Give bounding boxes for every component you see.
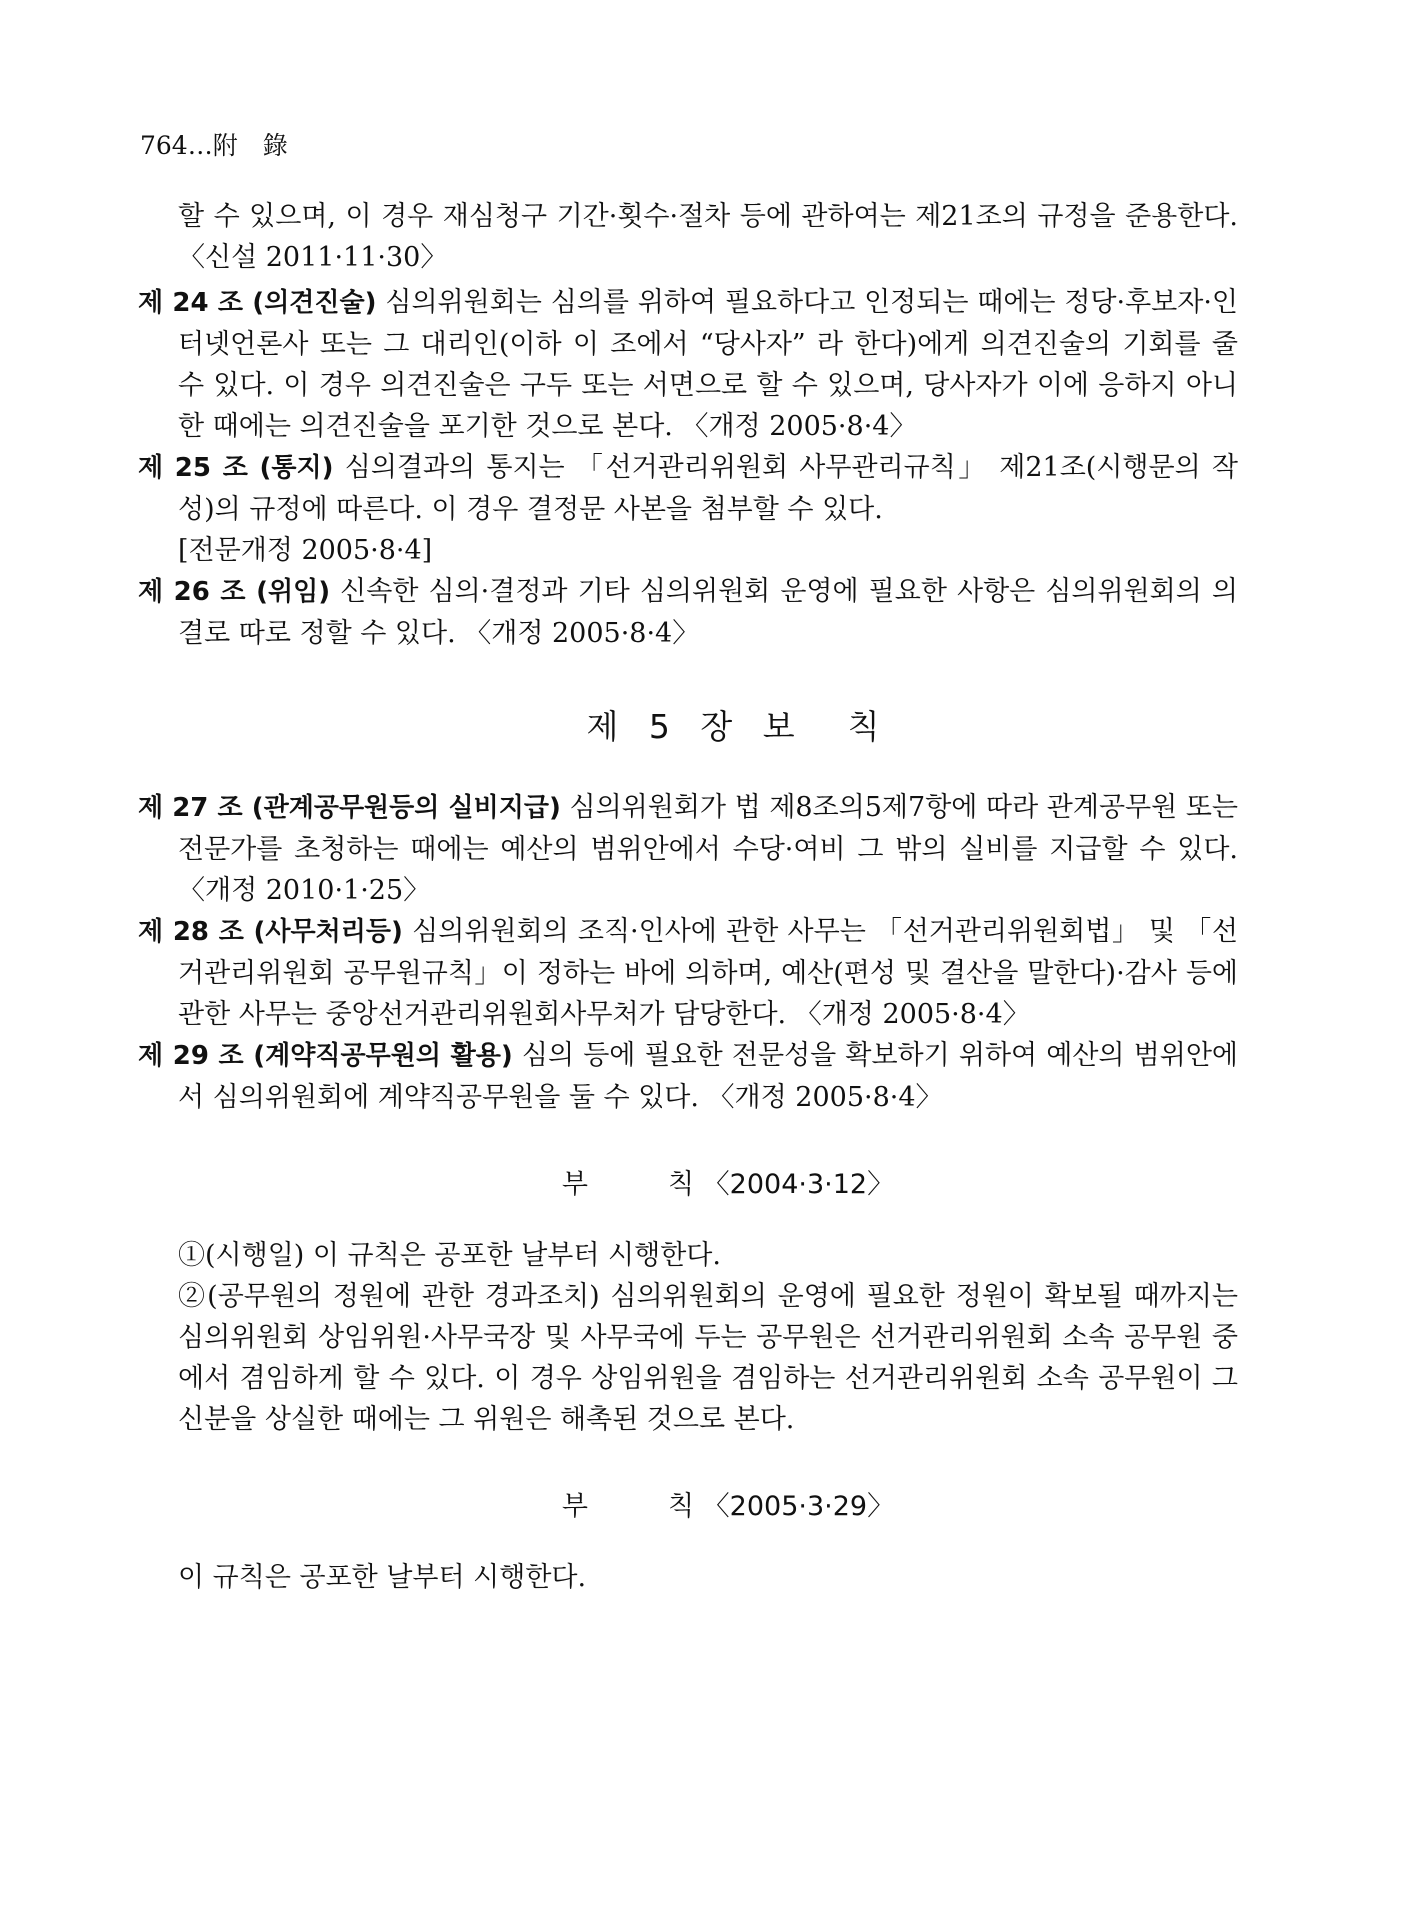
supplementary-2-text: 이 규칙은 공포한 날부터 시행한다.	[178, 1562, 587, 1593]
page-header: 764…附 錄	[140, 131, 288, 160]
article-28	[138, 911, 1238, 1035]
supplementary-1-label-b: 칙	[667, 1169, 695, 1200]
article-24-heading: 제 24 조 (의견진술)	[138, 288, 377, 318]
article-29-body: 심의 등에 필요한 전문성을 확보하기 위하여 예산의 범위안에서 심의위원회에 계약직공무원을 둘 수 있다. 〈개정 2005·8·4〉	[178, 1040, 1238, 1113]
article-24	[138, 282, 1238, 447]
supplementary-1-item-2: ②(공무원의 정원에 관한 경과조치) 심의위원회의 운영에 필요한 정원이 확보될 때까지는 심의위원회 상임위원·사무국장 및 사무국에 두는 공무원은 선거관리위원회 소속 공무원 중에서 겸임하게 할 수 있다. 이 경우 상임위원을 겸임하는 선거관리위원회 소속 공무원이 그 신분을 상실한 때에는 그 위원은 해촉된 것으로 본다.	[178, 1281, 1238, 1435]
article-26-body: 신속한 심의·결정과 기타 심의위원회 운영에 필요한 사항은 심의위원회의 의결로 따로 정할 수 있다. 〈개정 2005·8·4〉	[178, 576, 1238, 649]
article-24-body: 심의위원회는 심의를 위하여 필요하다고 인정되는 때에는 정당·후보자·인터넷언론사 또는 그 대리인(이하 이 조에서 “당사자” 라 한다)에게 의견진술의 기회를 줄 수 있다. 이 경우 의견진술은 구두 또는 서면으로 할 수 있으며, 당사자가 이에 응하지 아니한 때에는 의견진술을 포기한 것으로 본다. 〈개정 2005·8·4〉	[178, 287, 1238, 442]
supplementary-2-date: 〈2005·3·29〉	[702, 1491, 895, 1522]
article-27	[138, 787, 1238, 911]
article-26-heading: 제 26 조 (위임)	[138, 577, 331, 607]
article-28-body: 심의위원회의 조직·인사에 관한 사무는 「선거관리위원회법」 및 「선거관리위원회 공무원규칙」이 정하는 바에 의하며, 예산(편성 및 결산을 말한다)·감사 등에 관한 사무는 중앙선거관리위원회사무처가 담당한다. 〈개정 2005·8·4〉	[178, 916, 1238, 1030]
supplementary-1-heading	[178, 1164, 1238, 1205]
article-27-body: 심의위원회가 법 제8조의5제7항에 따라 관계공무원 또는 전문가를 초청하는 때에는 예산의 범위안에서 수당·여비 그 밖의 실비를 지급할 수 있다. 〈개정 2010·1·25〉	[178, 792, 1238, 906]
article-29-heading: 제 29 조 (계약직공무원의 활용)	[138, 1041, 513, 1071]
article-25	[138, 447, 1238, 530]
continuation-paragraph: 할 수 있으며, 이 경우 재심청구 기간·횟수·절차 등에 관하여는 제21조의 규정을 준용한다. 〈신설 2011·11·30〉	[178, 201, 1238, 273]
supplementary-2-heading	[178, 1486, 1238, 1527]
article-28-heading: 제 28 조 (사무처리등)	[138, 917, 403, 947]
document-body	[138, 196, 1238, 1598]
supplementary-1-label-a: 부	[561, 1169, 588, 1200]
supplementary-1-item-1: ①(시행일) 이 규칙은 공포한 날부터 시행한다.	[178, 1240, 721, 1271]
article-25-heading: 제 25 조 (통지)	[138, 453, 334, 483]
supplementary-2-label-a: 부	[561, 1491, 588, 1522]
article-29	[138, 1035, 1238, 1118]
article-25-body: 심의결과의 통지는 「선거관리위원회 사무관리규칙」 제21조(시행문의 작성)의 규정에 따른다. 이 경우 결정문 사본을 첨부할 수 있다.	[178, 452, 1238, 525]
article-26	[138, 571, 1238, 654]
supplementary-1-date: 〈2004·3·12〉	[702, 1169, 895, 1200]
supplementary-2-label-b: 칙	[667, 1491, 695, 1522]
article-27-heading: 제 27 조 (관계공무원등의 실비지급)	[138, 793, 561, 823]
chapter-title: 제 5 장 보 칙	[586, 707, 890, 746]
article-25-note: [전문개정 2005·8·4]	[178, 535, 433, 566]
